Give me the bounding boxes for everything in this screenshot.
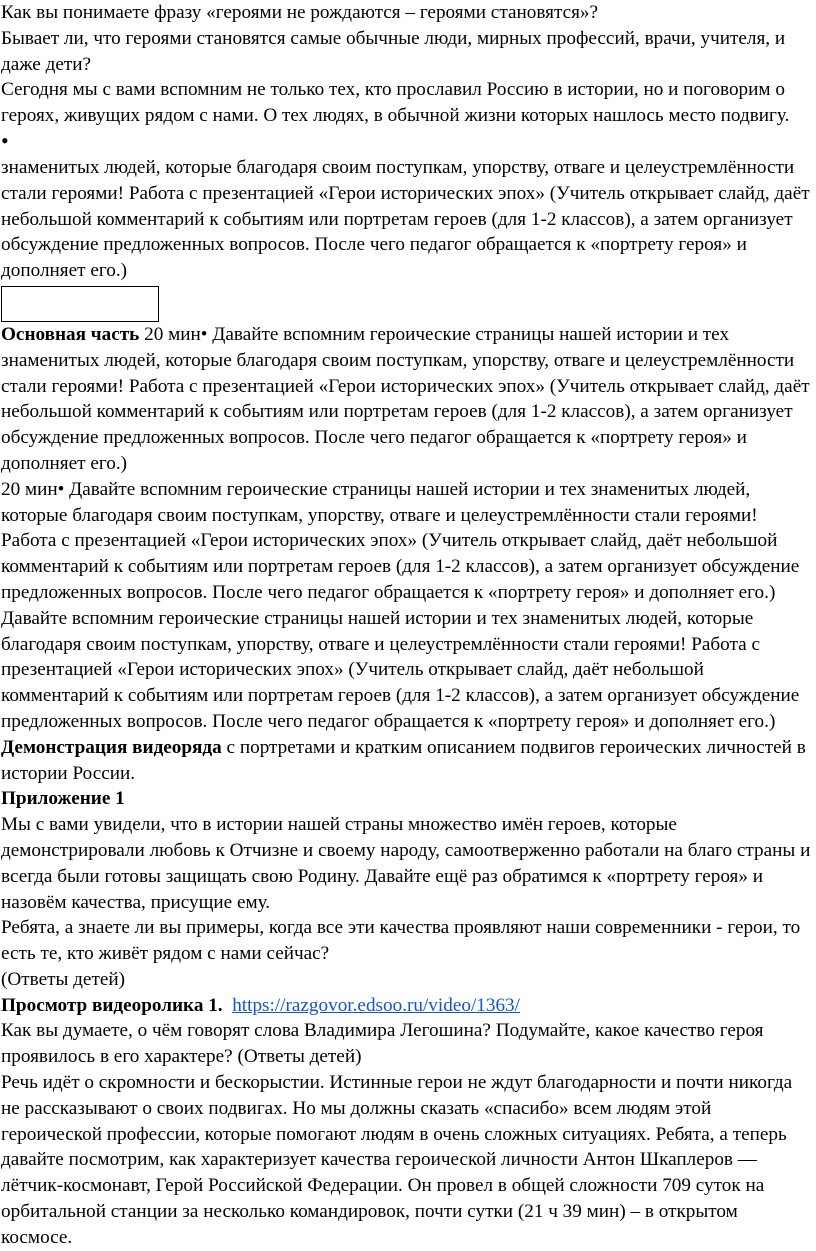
paragraph-heroes-names: Мы с вами увидели, что в истории нашей страны множество имён героев, которые демонстрировали любовь к Отчизне и своему народу, самоотверженно работали на благо страны и всегда были готовы защищать свою Родину. Давайте ещё раз обратимся к «портрету героя» и назовём качества, присущие ему.	[1, 814, 811, 913]
empty-table-cell	[1, 286, 159, 322]
paragraph-20-min: 20 мин• Давайте вспомним героические страницы нашей истории и тех знаменитых людей, которые благодаря своим поступкам, упорству, отваге и целеустремлённости стали героями! Работа с презентацией «Герои исторических эпох» (Учитель открывает слайд, даёт небольшой комментарий к событиям или портретам героев (для 1-2 классов), а затем организует обсуждение предложенных вопросов. После чего педагог обращается к «портрету героя» и дополняет его.)	[1, 478, 800, 603]
paragraph-intro: Сегодня мы с вами вспомним не только тех, кто прославил Россию в истории, но и поговорим о героях, живущих рядом с нами. О тех людях, в обычной жизни которых нашлось место подвигу.	[1, 79, 790, 127]
paragraph-contemporaries: Ребята, а знаете ли вы примеры, когда все эти качества проявляют наши современники - герои, то есть те, кто живёт рядом с нами сейчас?	[1, 917, 801, 965]
paragraph-main-part	[1, 322, 813, 477]
paragraph-recall: Давайте вспомним героические страницы нашей истории и тех знаменитых людей, которые благодаря своим поступкам, упорству, отваге и целеустремлённости стали героями! Работа с презентацией «Герои исторических эпох» (Учитель открывает слайд, даёт небольшой комментарий к событиям или портретам героев (для 1-2 классов), а затем организует обсуждение предложенных вопросов. После чего педагог обращается к «портрету героя» и дополняет его.)	[1, 607, 800, 732]
appendix-heading	[1, 786, 813, 812]
demo-text: с портретами и кратким описанием подвигов героических личностей в истории России.	[1, 736, 806, 784]
video-label: Просмотр видеоролика 1.	[1, 994, 223, 1016]
paragraph-modesty: Речь идёт о скромности и бескорыстии. Истинные герои не ждут благодарности и почти никогда не рассказывают о своих подвигах. Но мы должны сказать «спасибо» всем людям этой героической профессии, которые помогают людям в очень сложных ситуациях. Ребята, а теперь давайте посмотрим, как характеризует качества героической личности Антон Шкаплеров — лётчик-космонавт, Герой Российской Федерации. Он провел в общей сложности 709 суток на орбитальной станции за несколько командировок, почти сутки (21 ч 39 мин) – в открытом космосе.	[1, 1072, 793, 1248]
video-link[interactable]: https://razgovor.edsoo.ru/video/1363/	[232, 994, 520, 1016]
main-part-label: Основная часть	[1, 323, 140, 345]
bullet-marker: •	[1, 127, 9, 153]
paragraph-answers: (Ответы детей)	[1, 968, 126, 990]
demo-label: Демонстрация видеоряда	[1, 736, 222, 758]
paragraph-video	[1, 993, 813, 1019]
appendix-label: Приложение 1	[1, 788, 125, 810]
paragraph-question: Как вы понимаете фразу «героями не рождаются – героями становятся»?	[1, 2, 599, 23]
main-part-text: 20 мин• Давайте вспомним героические страницы нашей истории и тех знаменитых людей, которые благодаря своим поступкам, упорству, отваге и целеустремлённости стали героями! Работа с презентацией «Герои исторических эпох» (Учитель открывает слайд, даёт небольшой комментарий к событиям или портретам героев (для 1-2 классов), а затем организует обсуждение предложенных вопросов. После чего педагог обращается к «портрету героя» и дополняет его.)	[1, 323, 810, 474]
paragraph-legoshin: Как вы думаете, о чём говорят слова Владимира Легошина? Подумайте, какое качество героя проявилось в его характере? (Ответы детей)	[1, 1020, 764, 1068]
paragraph-famous-people: знаменитых людей, которые благодаря своим поступкам, упорству, отваге и целеустремлённости стали героями! Работа с презентацией «Герои исторических эпох» (Учитель открывает слайд, даёт небольшой комментарий к событиям или портретам героев (для 1-2 классов), а затем организует обсуждение предложенных вопросов. После чего педагог обращается к «портрету героя» и дополняет его.)	[1, 156, 810, 282]
paragraph-demo	[1, 735, 813, 787]
paragraph-ordinary-heroes: Бывает ли, что героями становятся самые обычные люди, мирных профессий, врачи, учителя, и даже дети?	[1, 27, 786, 75]
